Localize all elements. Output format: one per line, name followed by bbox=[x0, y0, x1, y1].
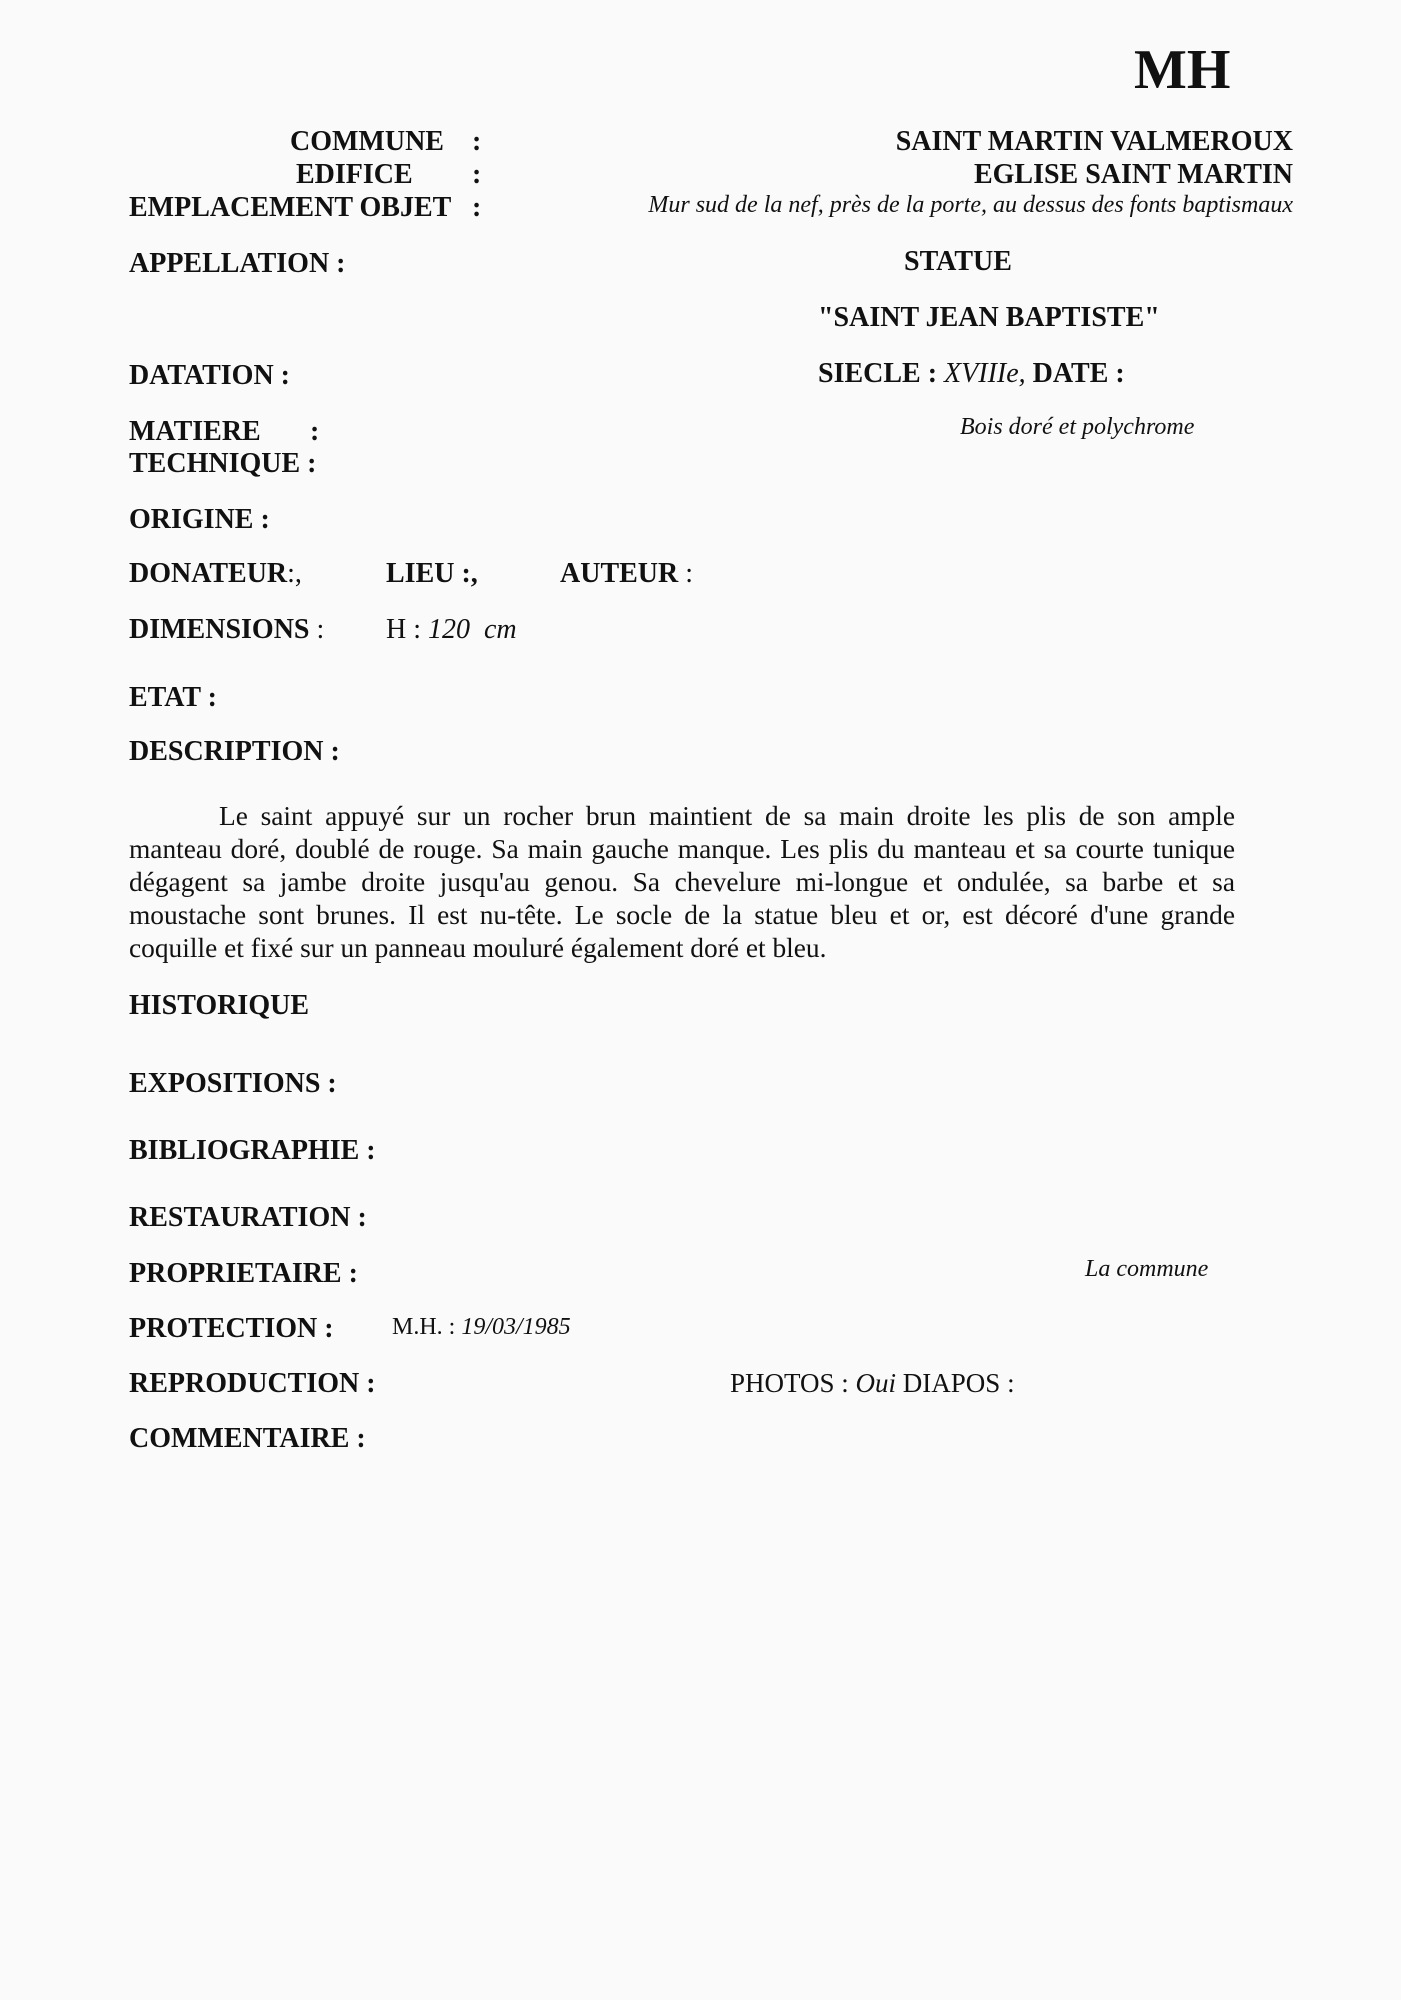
dimensions-h: H : bbox=[386, 614, 421, 645]
donateur-suffix: :, bbox=[287, 558, 302, 589]
mh-header: MH bbox=[1134, 39, 1231, 101]
siecle-value: XVIIIe, bbox=[944, 358, 1026, 389]
dimensions-label: DIMENSIONS bbox=[129, 614, 310, 645]
dimensions-suffix: : bbox=[316, 614, 325, 645]
protection-date: 19/03/1985 bbox=[461, 1314, 571, 1340]
appellation-value: STATUE bbox=[904, 246, 1012, 277]
protection-mh: M.H. : bbox=[392, 1314, 456, 1340]
lieu-label: LIEU :, bbox=[386, 558, 478, 589]
emplacement-colon: : bbox=[472, 192, 482, 223]
siecle-label: SIECLE : bbox=[818, 358, 938, 389]
diapos-label: DIAPOS : bbox=[902, 1368, 1015, 1398]
commune-value: SAINT MARTIN VALMEROUX bbox=[895, 126, 1293, 157]
expositions-label: EXPOSITIONS : bbox=[129, 1068, 337, 1099]
edifice-label: EDIFICE bbox=[296, 159, 413, 190]
donateur-field bbox=[129, 558, 302, 590]
origine-label: ORIGINE : bbox=[129, 504, 270, 535]
emplacement-value: Mur sud de la nef, près de la porte, au dessus des fonts baptismaux bbox=[648, 192, 1293, 218]
photos-value: Oui bbox=[855, 1368, 897, 1398]
protection-label: PROTECTION : bbox=[129, 1313, 334, 1344]
commentaire-label: COMMENTAIRE : bbox=[129, 1423, 366, 1454]
edifice-colon: : bbox=[472, 159, 482, 190]
edifice-value: EGLISE SAINT MARTIN bbox=[973, 159, 1293, 190]
date-label: DATE : bbox=[1032, 358, 1125, 389]
dimensions-value-row bbox=[386, 614, 517, 646]
description-label: DESCRIPTION : bbox=[129, 736, 340, 767]
protection-value-row bbox=[392, 1314, 571, 1341]
title-value: "SAINT JEAN BAPTISTE" bbox=[818, 302, 1160, 333]
restauration-label: RESTAURATION : bbox=[129, 1202, 367, 1233]
etat-label: ETAT : bbox=[129, 682, 217, 713]
photos-row bbox=[730, 1368, 1015, 1399]
description-text: Le saint appuyé sur un rocher brun maintient de sa main droite les plis de son ample manteau doré, doublé de rouge. Sa main gauche manque. Les plis du manteau et sa courte tunique dégagent sa jambe droite jusqu'au genou. Sa chevelure mi-longue et ondulée, sa barbe et sa moustache sont brunes. Il est nu-tête. Le socle de la statue bleu et or, est décoré d'une grande coquille et fixé sur un panneau mouluré également doré et bleu. bbox=[129, 801, 1235, 963]
matiere-value: Bois doré et polychrome bbox=[960, 414, 1195, 440]
proprietaire-label: PROPRIETAIRE : bbox=[129, 1258, 358, 1289]
auteur-field bbox=[560, 558, 693, 590]
proprietaire-value: La commune bbox=[1085, 1256, 1209, 1282]
bibliographie-label: BIBLIOGRAPHIE : bbox=[129, 1135, 376, 1166]
matiere-label: MATIERE bbox=[129, 416, 261, 447]
appellation-label: APPELLATION : bbox=[129, 248, 346, 279]
reproduction-label: REPRODUCTION : bbox=[129, 1368, 376, 1399]
historique-label: HISTORIQUE bbox=[129, 990, 309, 1021]
commune-colon: : bbox=[472, 126, 482, 157]
auteur-label: AUTEUR bbox=[560, 558, 679, 589]
siecle-row bbox=[818, 358, 1125, 390]
technique-label: TECHNIQUE : bbox=[129, 448, 317, 479]
donateur-label: DONATEUR bbox=[129, 558, 288, 589]
commune-label: COMMUNE bbox=[290, 126, 444, 157]
dimensions-field bbox=[129, 614, 324, 646]
auteur-suffix: : bbox=[685, 558, 694, 589]
datation-label: DATATION : bbox=[129, 360, 290, 391]
emplacement-label: EMPLACEMENT OBJET bbox=[129, 192, 452, 223]
dimensions-value: 120 cm bbox=[428, 614, 517, 645]
photos-label: PHOTOS : bbox=[730, 1368, 849, 1398]
matiere-colon: : bbox=[310, 416, 320, 447]
